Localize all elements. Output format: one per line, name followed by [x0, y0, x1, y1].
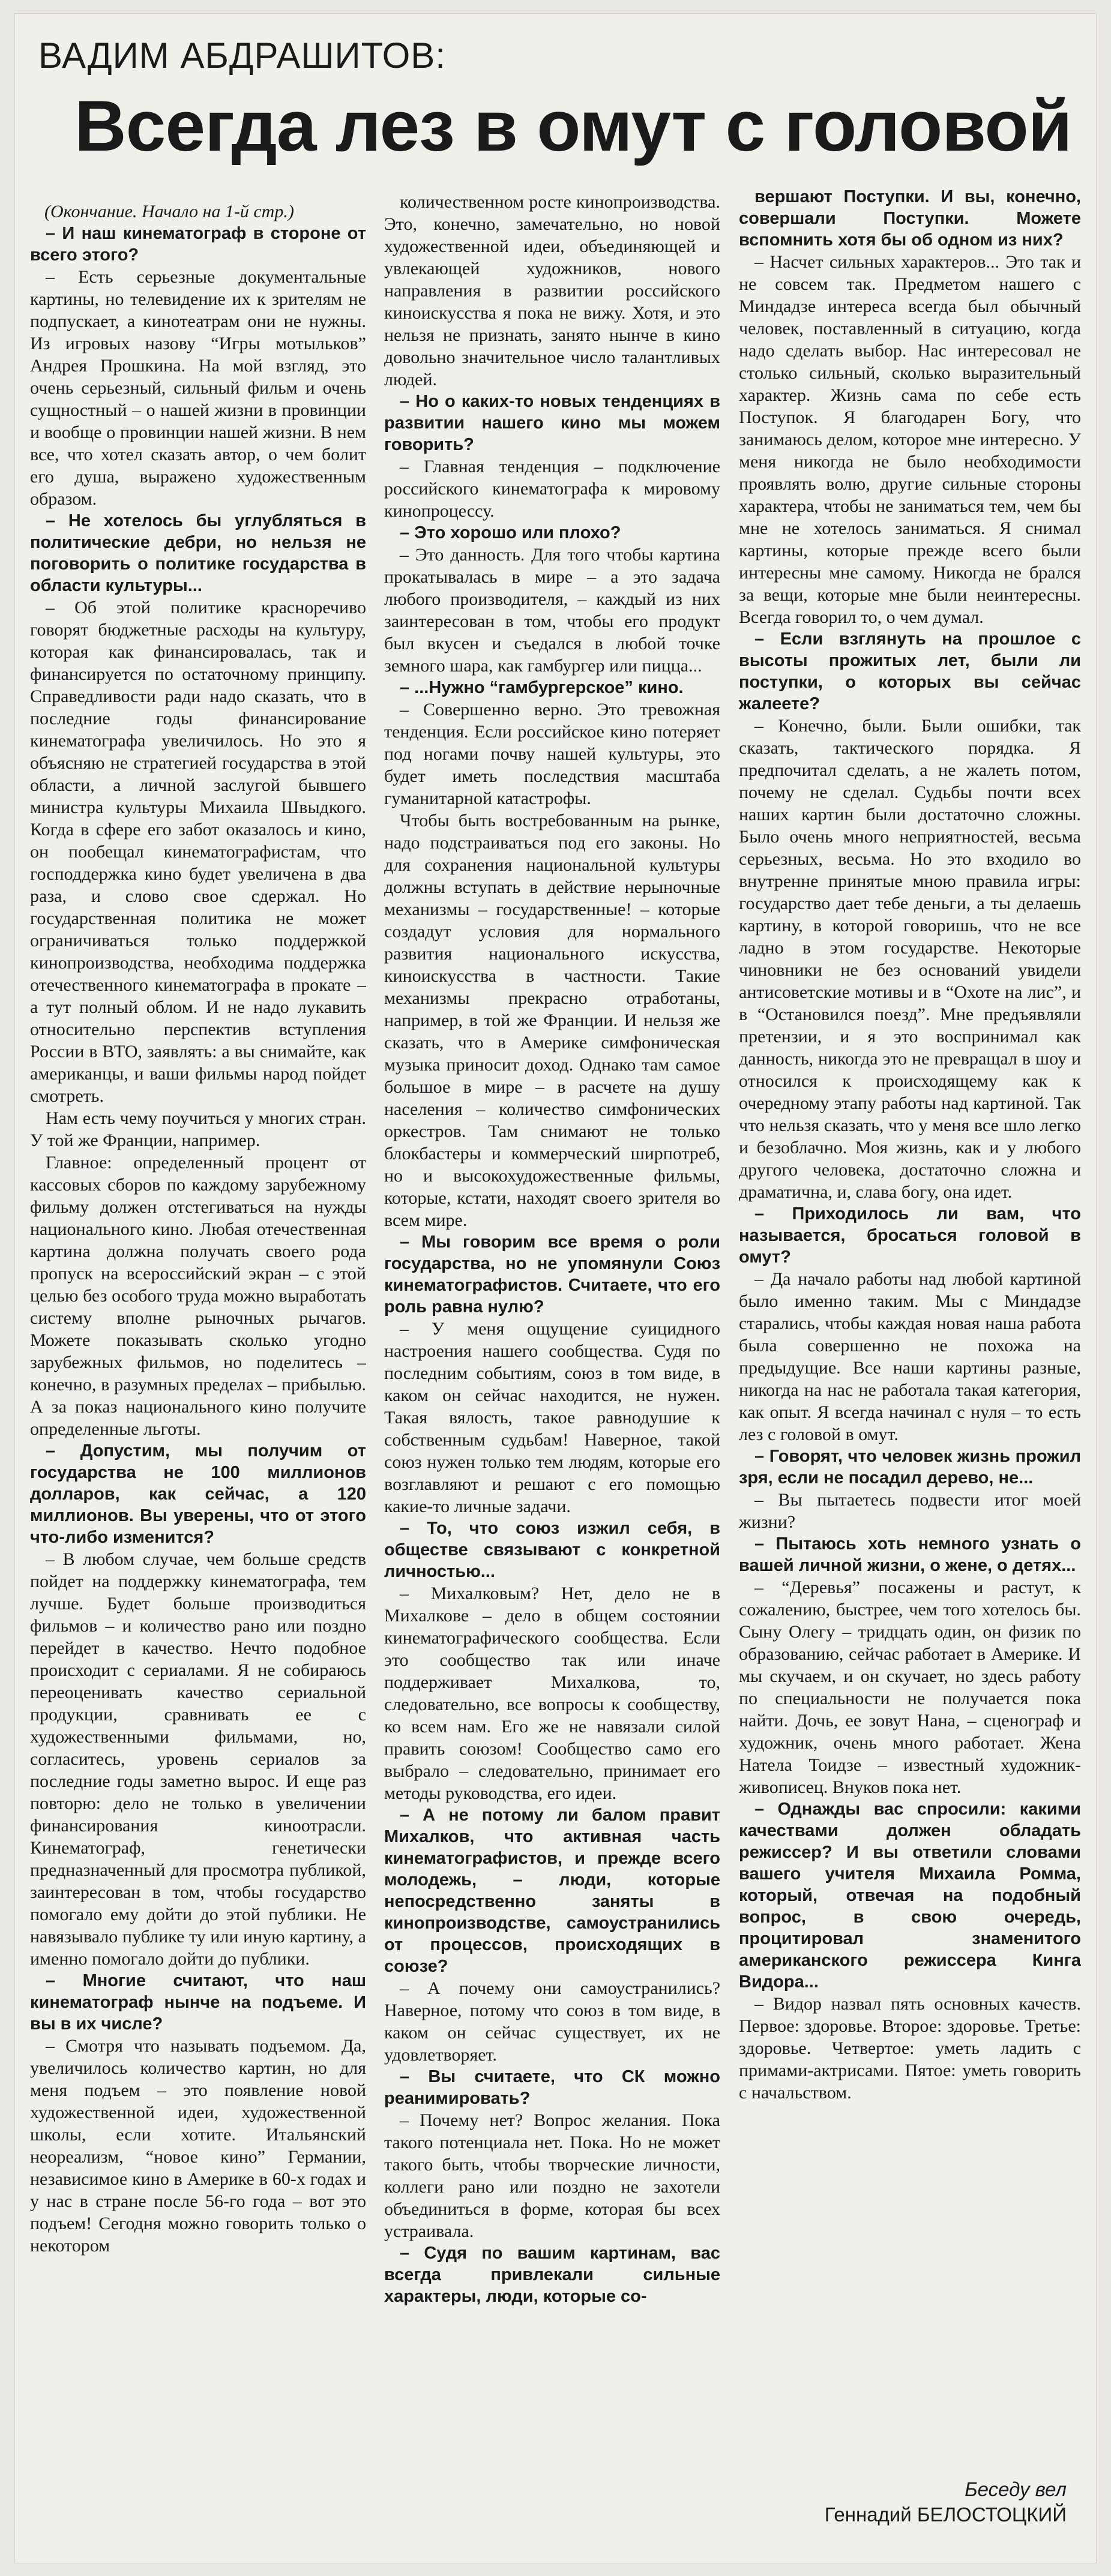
- interview-answer: – “Деревья” посажены и растут, к сожалению, быстрее, чем того хотелось бы. Сыну Олегу – тридцать один, он физик по образованию, сейчас работает в Америке. И мы скучаем, и он скучает, но здесь работу по специальности не получается пока найти. Дочь, ее зовут Нана, – сценограф и художник, очень много работает. Жена Натела Тоидзе – известный художник-живописец. Внуков пока нет.: [739, 1578, 1081, 1797]
- interview-question: – Не хотелось бы углубляться в политические дебри, но нельзя не поговорить о политике государства в области культуры...: [30, 511, 366, 595]
- interview-answer: – Есть серьезные документальные картины, но телевидение их к зрителям не подпускает, а кинотеатрам они не нужны. Из игровых назову “Игры мотыльков” Андрея Прошкина. На мой взгляд, это очень серьезный, сильный фильм и очень сущностный – о нашей жизни в провинции и вообще о провинции нашей жизни. В нем все, что хотел сказать автор, о чем болит его душа, выражено художественным образом.: [30, 267, 366, 509]
- interview-answer: – У меня ощущение суицидного настроения нашего сообщества. Судя по последним событиям, союз в том виде, в каком он сейчас находится, не нужен. Такая вялость, такое равнодушие к собственным судьбам! Наверное, такой союз нужен только тем людям, которые его возглавляют и решают с его помощью какие-то личные задачи.: [384, 1319, 720, 1516]
- interview-answer: – Смотря что называть подъемом. Да, увеличилось количество картин, но для меня подъем – это появление новой художественной идеи, художественной школы, если хотите. Итальянский неореализм, “новое кино” Германии, независимое кино в Америке в 60-х годах и у нас в стране после 56-го года – вот это подъем! Сегодня можно говорить только о некотором: [30, 2036, 366, 2256]
- interview-question: – Говорят, что человек жизнь прожил зря, если не посадил дерево, не...: [739, 1447, 1081, 1488]
- interview-question: – Допустим, мы получим от государства не 100 миллионов долларов, как сейчас, а 120 миллионов. Вы уверены, что от этого что-либо изменится?: [30, 1441, 366, 1547]
- interview-answer: Нам есть чему поучиться у многих стран. У той же Франции, например.: [30, 1108, 366, 1150]
- interview-question: – Мы говорим все время о роли государства, но не упомянули Союз кинематографистов. Считаете, что его роль равна нулю?: [384, 1232, 720, 1317]
- interview-answer: – Это данность. Для того чтобы картина прокатывалась в мире – а это задача любого производителя, – каждый из них заинтересован в том, чтобы его продукт был вкусен и съедался в любой точке земного шара, как гамбургер или пицца...: [384, 545, 720, 676]
- interview-answer: – В любом случае, чем больше средств пойдет на поддержку кинематографа, тем лучше. Будет больше производиться фильмов – и количество рано или поздно перейдет в качество. Нечто подобное происходит с сериалами. Я не собираюсь переоценивать качество сериальной продукции, сравнивать ее с художественными фильмами, но, согласитесь, уровень сериалов за последние годы заметно вырос. И еще раз повторю: дело не только в увеличении финансирования киноотрасли. Кинематограф, генетически предназначенный для просмотра публикой, заинтересован в том, чтобы государство помогало ему дойти до этой публики. Не навязывало публике ту или иную картину, а именно помогало дойти до публики.: [30, 1549, 366, 1969]
- interview-answer: – Вы пытаетесь подвести итог моей жизни?: [739, 1490, 1081, 1532]
- article-column-1: [30, 200, 366, 2541]
- interview-question: – А не потому ли балом правит Михалков, что активная часть кинематографистов, и прежде всего молодежь, – люди, которые непосредственно заняты в кинопроизводстве, самоустранились от процессов, происходящих в союзе?: [384, 1806, 720, 1976]
- interview-question: – Однажды вас спросили: какими качествами должен обладать режиссер? И вы ответили словами вашего учителя Михаила Ромма, который, отвечая на подобный вопрос, в свою очередь, процитировал знаменитого американского режиссера Кинга Видора...: [739, 1800, 1081, 1992]
- interview-answer: Главное: определенный процент от кассовых сборов по каждому зарубежному фильму должен отстегиваться на нужды национального кино. Любая отечественная картина должна получать своего рода пропуск на всероссийский экран – с этой целью без особого труда можно выработать систему вполне рыночных рычагов. Можете показывать сколько угодно зарубежных фильмов, но поделитесь – конечно, в разумных пределах – прибылью. А за показ национального кино получите определенные льготы.: [30, 1153, 366, 1439]
- interview-question: – ...Нужно “гамбургерское” кино.: [400, 678, 684, 697]
- interview-answer: – Конечно, были. Были ошибки, так сказать, тактического порядка. Я предпочитал сделать, а не жалеть потом, почему не сделал. Судьбы почти всех наших картин были достаточно сложны. Было очень много неприятностей, весьма серьезных, весьма. Но это входило во внутренне принятые мною правила игры: государство дает тебе деньги, а ты делаешь картину, в которой говоришь, что не все ладно в этом государстве. Некоторые чиновники не без оснований увидели антисоветские мотивы и в “Охоте на лис”, и в “Остановился поезд”. Мне предъявляли претензии, и я это воспринимал как данность, никогда это не превращал в шоу и относился к происходящему как к очередному этапу работы над картиной. Так что нельзя сказать, что у меня все шло легко и безоблачно. Моя жизнь, как и у любого другого человека, достаточно сложна и драматична, и, слава богу, она идет.: [739, 716, 1081, 1202]
- interview-answer: – Главная тенденция – подключение российского кинематографа к мировому кинопроцессу.: [384, 457, 720, 521]
- byline-label: Беседу вел: [965, 2478, 1067, 2500]
- interview-answer: количественном росте кинопроизводства. Это, конечно, замечательно, но новой художественной идеи, объединяющей и увлекающей художников, нового направления в развитии российского киноискусства я пока не вижу. Хотя, и это нельзя не признать, занято нынче в кино довольно значительное число талантливых людей.: [384, 192, 720, 389]
- article-column-2: [384, 191, 720, 2531]
- interview-answer: – Насчет сильных характеров... Это так и не совсем так. Предметом нашего с Миндадзе интереса всегда был обычный человек, поставленный в ситуацию, когда надо сделать выбор. Нас интересовал не столько сильный, сколько выразительный характер. Жизнь сама по себе есть Поступок. Я благодарен Богу, что занимаюсь делом, которое мне интересно. У меня никогда не было необходимости проявлять волю, другие сильные стороны характера, чтобы не заниматься тем, чем бы мне не хотелось заниматься. Я снимал картины, которые прежде всего были интересны мне самому. Никогда не брался за вещи, которые мне были неинтересны. Всегда говорил то, о чем думал.: [739, 252, 1081, 627]
- article-column-3: [739, 186, 1081, 2526]
- interview-question: – То, что союз изжил себя, в обществе связывают с конкретной личностью...: [384, 1519, 720, 1581]
- headline: Всегда лез в омут с головой: [74, 86, 1072, 166]
- interview-answer: – Да начало работы над любой картиной было именно таким. Мы с Миндадзе старались, чтобы каждая новая наша работа была совершенно не похожа на предыдущие. Все наши картины разные, никогда на нас не работала такая категория, как опыт. Я всегда начинал с нуля – то есть лез с головой в омут.: [739, 1269, 1081, 1444]
- interview-answer: – А почему они самоустранились? Наверное, потому что союз в том виде, в каком он сейчас существует, их не удовлетворяет.: [384, 1978, 720, 2065]
- interview-answer: – Об этой политике красноречиво говорят бюджетные расходы на культуру, которая как финансировалась, так и финансируется по остаточному принципу. Справедливости ради надо сказать, что в последние годы финансирование кинематографа увеличилось. Но это я объясняю не стратегией государства в этой области, а личной заслугой бывшего министра культуры Михаила Швыдкого. Когда в сфере его забот оказалось и кино, он пообещал кинематографистам, что господдержка кино будет увеличена в два раза, и слово свое сдержал. Но государственная политика не может ограничиваться только поддержкой кинопроизводства, необходима поддержка отечественного кинематографа в прокате – а тут полный облом. И не надо лукавить относительно перспектив вступления России в ВТО, заявлять: а вы снимайте, как американцы, и ваши фильмы народ пойдет смотреть.: [30, 598, 366, 1106]
- interview-question: – Это хорошо или плохо?: [400, 523, 621, 542]
- interview-question: – Пытаюсь хоть немного узнать о вашей личной жизни, о жене, о детях...: [739, 1534, 1081, 1575]
- interview-question: – Но о каких-то новых тенденциях в развитии нашего кино мы можем говорить?: [384, 392, 720, 454]
- interview-answer: – Почему нет? Вопрос желания. Пока такого потенциала нет. Пока. Но не может такого быть, чтобы творческие личности, коллеги рано или поздно не захотели объединиться в форме, которая бы всех устраивала.: [384, 2110, 720, 2241]
- interview-question: – Судя по вашим картинам, вас всегда привлекали сильные характеры, люди, которые со-: [384, 2244, 720, 2306]
- interview-question: – Приходилось ли вам, что называется, бросаться головой в омут?: [739, 1204, 1081, 1267]
- interview-answer: – Совершенно верно. Это тревожная тенденция. Если российское кино потеряет под ногами почву нашей культуры, это будет иметь последствия масштаба гуманитарной катастрофы.: [384, 700, 720, 808]
- newspaper-page: [14, 13, 1097, 2563]
- interview-answer: – Михалковым? Нет, дело не в Михалкове – дело в общем состоянии кинематографического сообщества. Если это сообщество так или иначе поддерживает Михалкова, то, следовательно, все вопросы к сообществу, ко всем нам. Его же не навязали силой править союзом! Сообщество само его выбрало – следовательно, принимает его методы руководства, его идеи.: [384, 1584, 720, 1803]
- interview-answer: Чтобы быть востребованным на рынке, надо подстраиваться под его законы. Но для сохранения национальной культуры должны вступать в действие нерыночные механизмы – государственные! – которые создадут условия для нормального развития национального искусства, киноискусства в частности. Такие механизмы прекрасно отработаны, например, в той же Франции. И нельзя же сказать, что в Америке симфоническая музыка приносит доход. Однако там самое большое в мире – в расчете на душу населения – количество симфонических оркестров. Там снимают не только блокбастеры и коммерческий ширпотреб, но и высокохудожественные фильмы, которые, кстати, находят своего зрителя во всем мире.: [384, 811, 720, 1230]
- byline: [730, 2477, 1067, 2527]
- interview-question: вершают Поступки. И вы, конечно, совершали Поступки. Можете вспомнить хотя бы об одном из них?: [739, 187, 1081, 250]
- interview-question: – Если взглянуть на прошлое с высоты прожитых лет, были ли поступки, о которых вы сейчас жалеете?: [739, 629, 1081, 713]
- interview-question: – Вы считаете, что СК можно реанимировать?: [384, 2067, 720, 2108]
- interview-question: – И наш кинематограф в стороне от всего этого?: [30, 224, 366, 265]
- interview-question: – Многие считают, что наш кинематограф нынче на подъеме. И вы в их числе?: [30, 1971, 366, 2034]
- byline-name: Геннадий БЕЛОСТОЦКИЙ: [824, 2503, 1067, 2526]
- continuation-note: (Окончание. Начало на 1-й стр.): [44, 202, 294, 221]
- author-line: ВАДИМ АБДРАШИТОВ:: [38, 35, 446, 76]
- interview-answer: – Видор назвал пять основных качеств. Первое: здоровье. Второе: здоровье. Третье: здоровье. Четвертое: уметь ладить с примами-актрисами. Пятое: уметь говорить с начальством.: [739, 1994, 1081, 2103]
